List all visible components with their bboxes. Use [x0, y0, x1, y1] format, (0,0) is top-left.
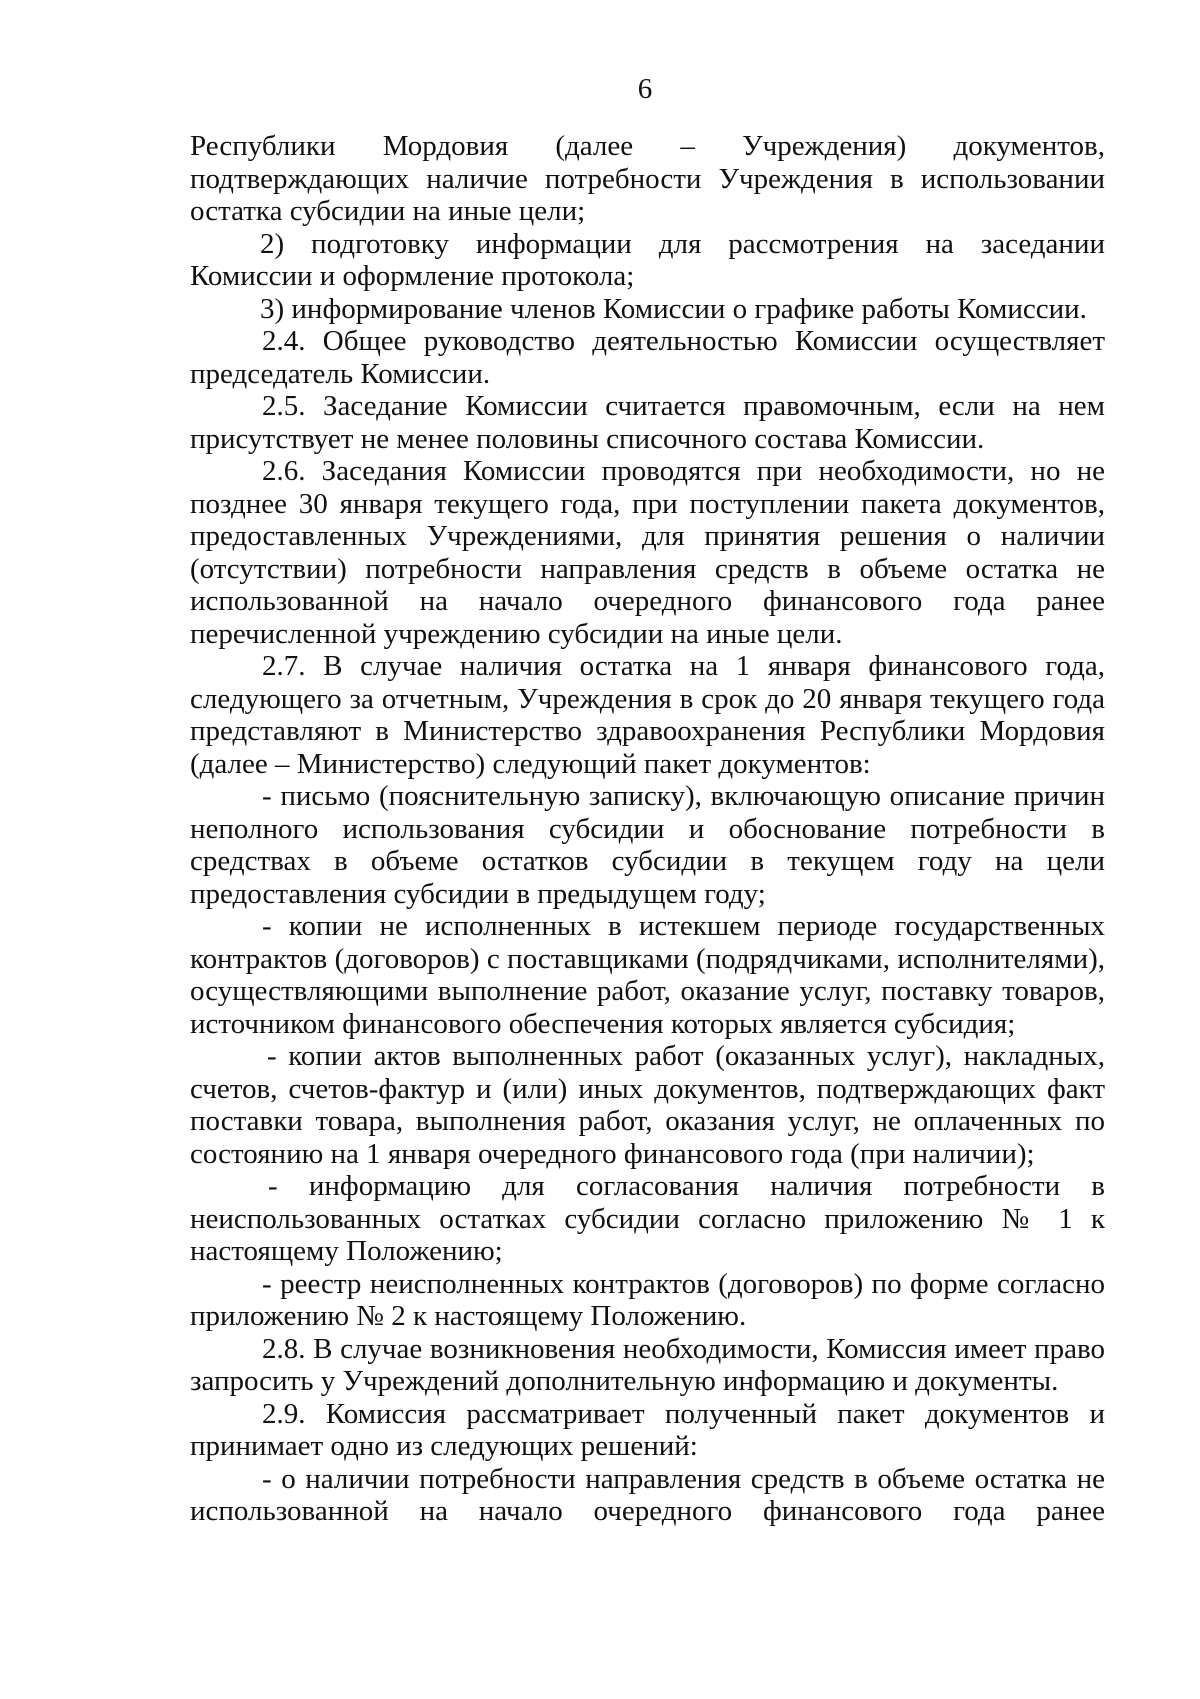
- paragraph: - копии актов выполненных работ (оказанных услуг), накладных, счетов, счетов-фактур и (или) иных документов, подтверждающих факт поставки товара, выполнения работ, оказания услуг, не оплаченных по состоянию на 1 января очередного финансового года (при наличии);: [190, 1040, 1105, 1170]
- paragraph: - реестр неисполненных контрактов (договоров) по форме согласно приложению № 2 к настоящему Положению.: [190, 1267, 1105, 1332]
- paragraph: - письмо (пояснительную записку), включающую описание причин неполного использования субсидии и обоснование потребности в средствах в объеме остатков субсидии в текущем году на цели предоставления субсидии в предыдущем году;: [190, 780, 1105, 910]
- paragraph: Республики Мордовия (далее – Учреждения) документов, подтверждающих наличие потребности Учреждения в использовании остатка субсидии на иные цели;: [190, 130, 1105, 227]
- paragraph: 2.4. Общее руководство деятельностью Комиссии осуществляет председатель Комиссии.: [190, 325, 1105, 390]
- paragraph: - информацию для согласования наличия потребности в неиспользованных остатках субсидии согласно приложению № 1 к настоящему Положению;: [190, 1170, 1105, 1267]
- page-number: 6: [637, 73, 653, 105]
- paragraph: 3) информирование членов Комиссии о графике работы Комиссии.: [260, 292, 1087, 325]
- paragraph: - о наличии потребности направления средств в объеме остатка не использованной на начало очередного финансового года ранее: [190, 1462, 1105, 1527]
- paragraph: 2.9. Комиссия рассматривает полученный пакет документов и принимает одно из следующих решений:: [190, 1397, 1105, 1462]
- paragraph: 2.7. В случае наличия остатка на 1 января финансового года, следующего за отчетным, Учреждения в срок до 20 января текущего года представляют в Министерство здравоохранения Республики Мордовия (далее – Министерство) следующий пакет документов:: [190, 650, 1105, 780]
- paragraph: 2.8. В случае возникновения необходимости, Комиссия имеет право запросить у Учреждений дополнительную информацию и документы.: [190, 1332, 1105, 1397]
- paragraph: - копии не исполненных в истекшем периоде государственных контрактов (договоров) с поставщиками (подрядчиками, исполнителями), осуществляющими выполнение работ, оказание услуг, поставку товаров, источником финансового обеспечения которых является субсидия;: [190, 910, 1105, 1040]
- paragraph: 2.6. Заседания Комиссии проводятся при необходимости, но не позднее 30 января текущего года, при поступлении пакета документов, предоставленных Учреждениями, для принятия решения о наличии (отсутствии) потребности направления средств в объеме остатка не использованной на начало очередного финансового года ранее перечисленной учреждению субсидии на иные цели.: [190, 455, 1105, 650]
- paragraph: 2) подготовку информации для рассмотрения на заседании Комиссии и оформление протокола;: [190, 227, 1105, 292]
- paragraph: 2.5. Заседание Комиссии считается правомочным, если на нем присутствует не менее половины списочного состава Комиссии.: [190, 390, 1105, 455]
- document-body: [190, 130, 1105, 1528]
